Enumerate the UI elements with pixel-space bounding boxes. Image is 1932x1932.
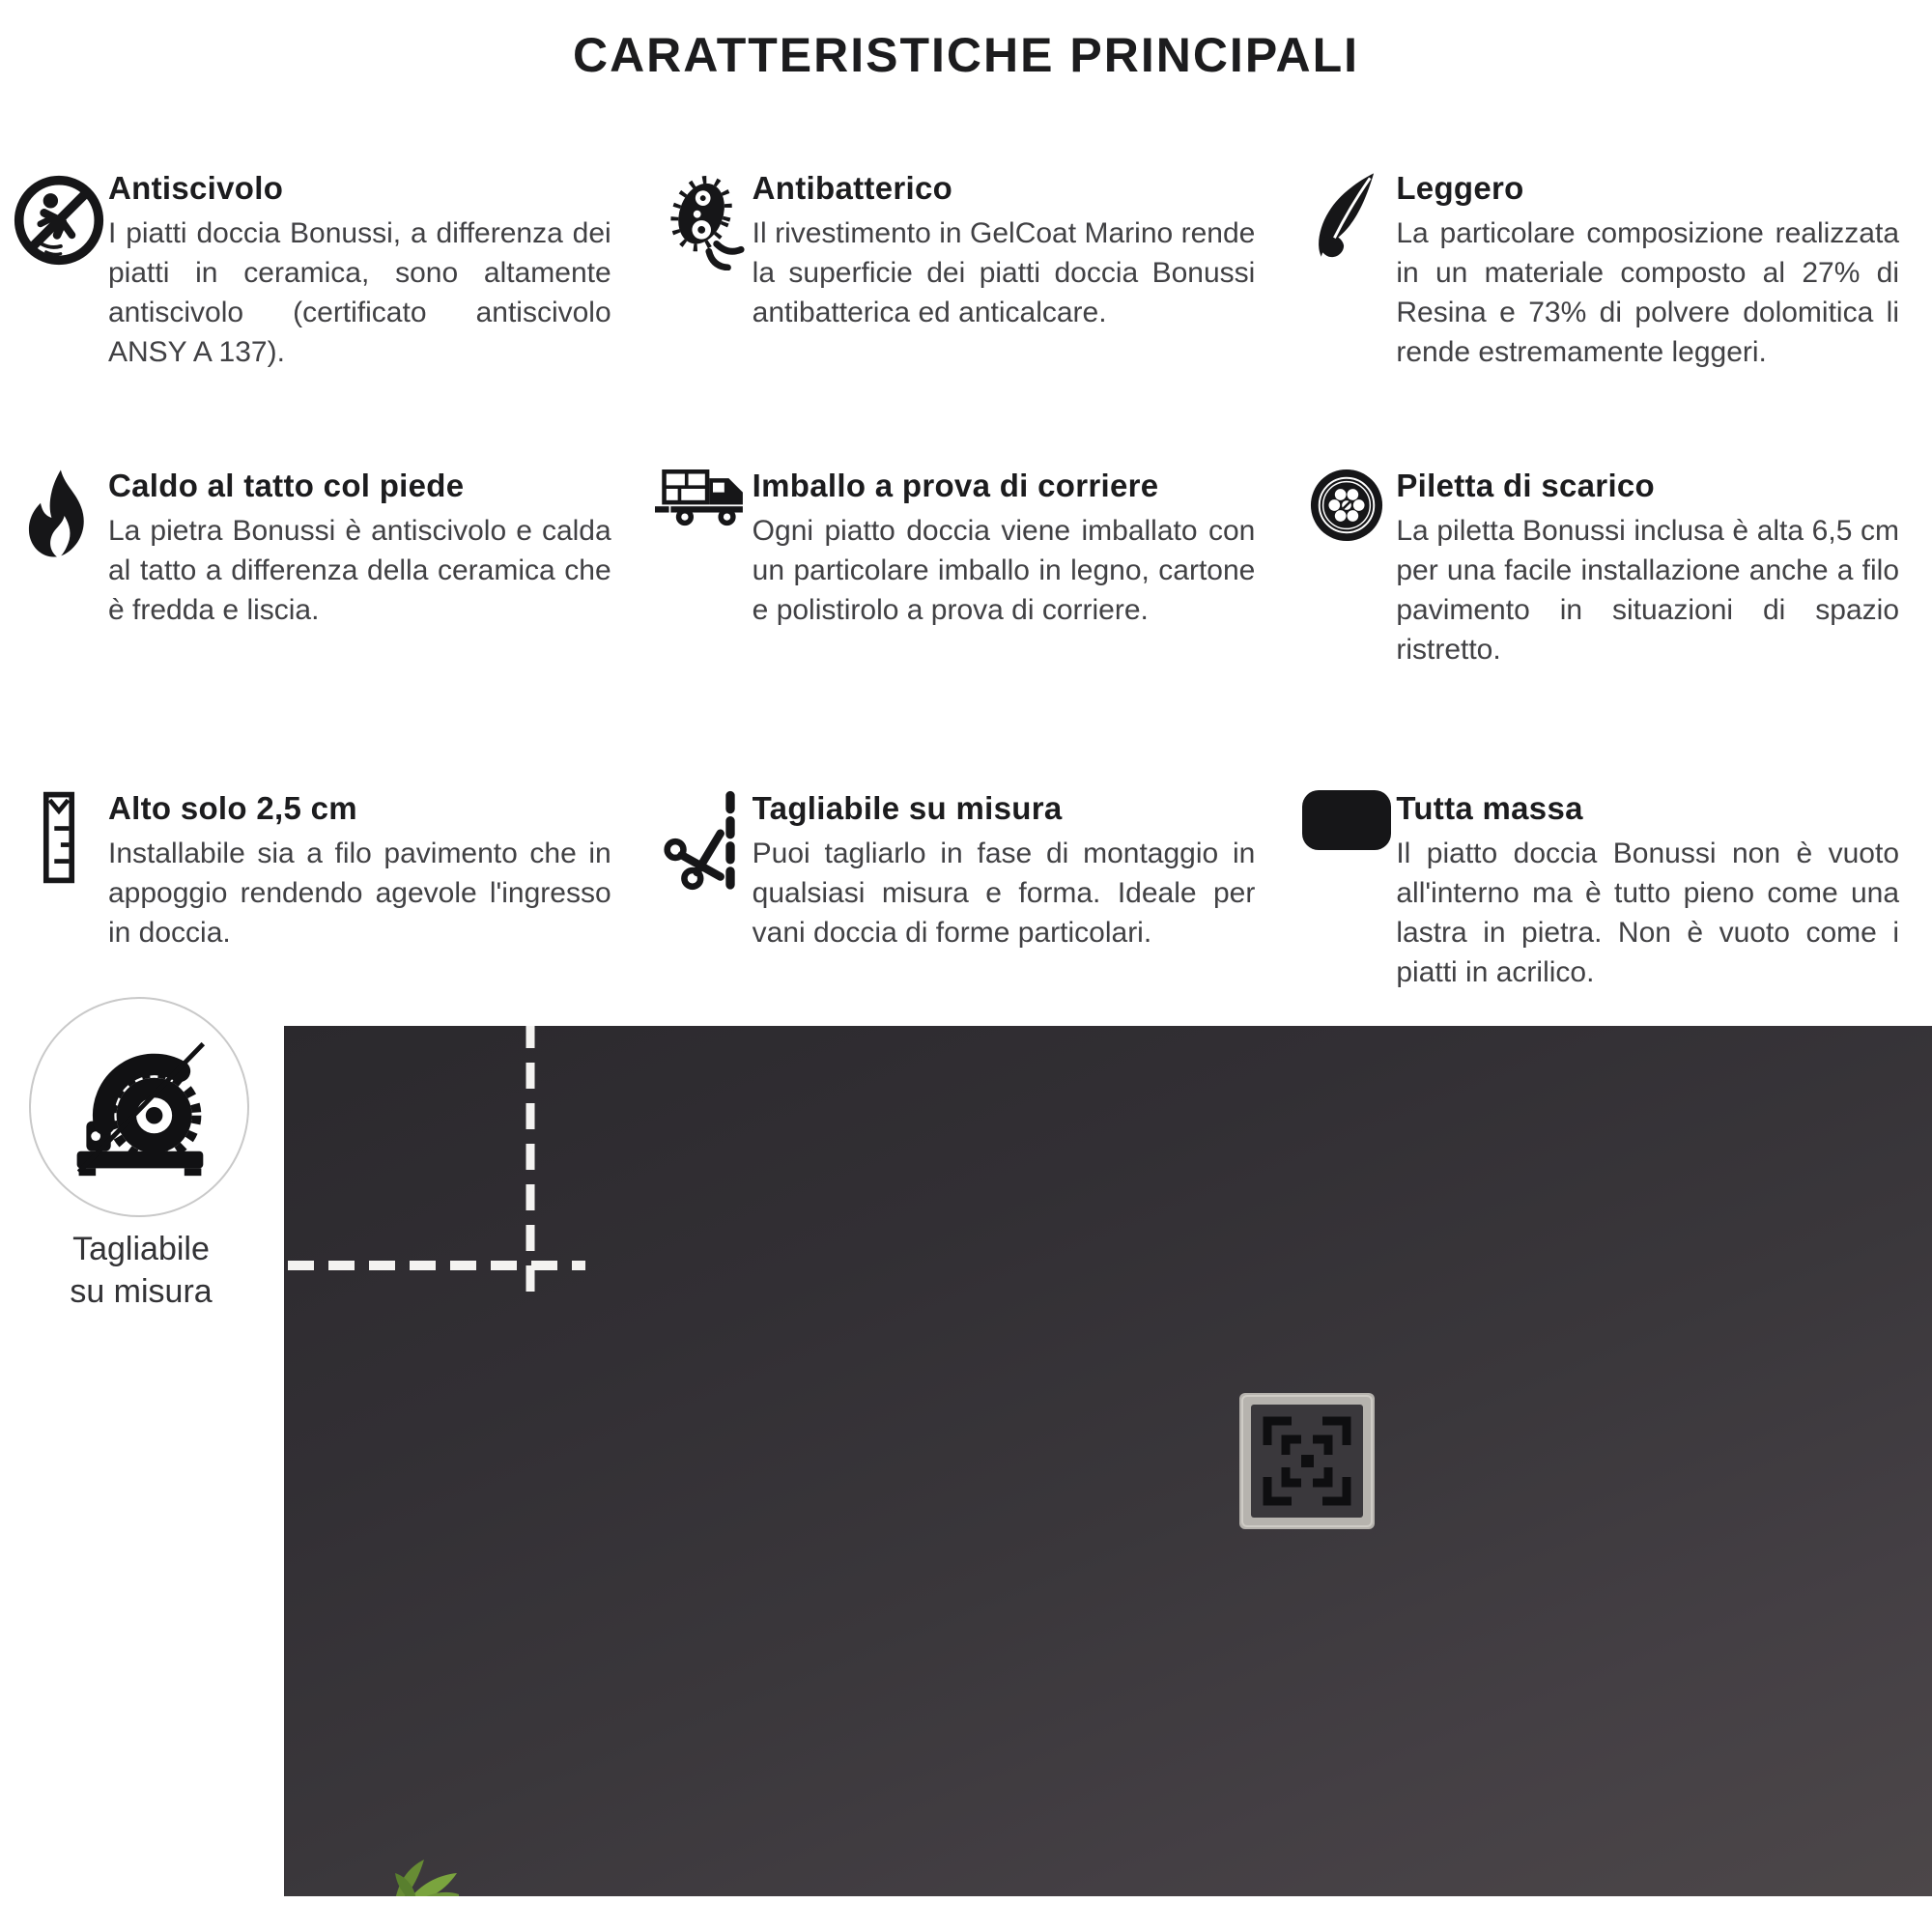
feature-title: Caldo al tatto col piede — [108, 468, 465, 503]
drain-icon — [1297, 468, 1396, 543]
circular-saw-icon — [58, 1029, 220, 1186]
no-slip-icon — [10, 170, 108, 270]
feature-alto-25cm — [0, 784, 644, 992]
feature-piletta — [1288, 462, 1932, 669]
feature-title: Antibatterico — [752, 170, 953, 206]
flame-icon — [10, 468, 108, 564]
badge-caption — [6, 1229, 276, 1313]
features-row-2 — [0, 462, 1932, 669]
feature-title: Leggero — [1396, 170, 1524, 206]
plant-leaves — [366, 1825, 482, 1896]
feature-title: Piletta di scarico — [1396, 468, 1656, 503]
cut-guide-lines — [284, 1026, 902, 1374]
feature-antiscivolo — [0, 164, 644, 372]
feature-tutta-massa — [1288, 784, 1932, 992]
feature-body: La particolare composizione realizzata in un materiale composto al 27% di Resina e 73% di polvere dolomitica li rende estremamente leggeri. — [1396, 217, 1900, 369]
feature-title: Alto solo 2,5 cm — [108, 790, 357, 826]
feature-body: Puoi tagliarlo in fase di montaggio in qualsiasi misura e forma. Ideale per vani doccia di forme particolari. — [752, 838, 1256, 950]
page-title: CARATTERISTICHE PRINCIPALI — [572, 28, 1360, 82]
feature-body: La pietra Bonussi è antiscivolo e calda al tatto a differenza della ceramica che è fredda e liscia. — [108, 515, 611, 627]
feature-title: Tagliabile su misura — [752, 790, 1063, 826]
feature-tagliabile — [644, 784, 1289, 992]
bacteria-icon — [654, 170, 753, 270]
feature-imballo — [644, 462, 1289, 669]
features-row-3 — [0, 784, 1932, 992]
feather-icon — [1297, 170, 1396, 265]
features-row-1 — [0, 164, 1932, 372]
badge-caption-line2: su misura — [70, 1272, 213, 1310]
solid-block-icon — [1297, 790, 1396, 852]
feature-title: Antiscivolo — [108, 170, 284, 206]
feature-title: Tutta massa — [1396, 790, 1583, 826]
cut-to-size-badge — [29, 997, 249, 1217]
ruler-icon — [10, 790, 108, 885]
feature-title: Imballo a prova di corriere — [752, 468, 1159, 503]
square-drain — [1239, 1393, 1375, 1529]
shower-tray-photo — [284, 1026, 1932, 1896]
feature-body: Il piatto doccia Bonussi non è vuoto all'interno ma è tutto pieno come una lastra in pietra. Non è vuoto come i piatti in acrilico. — [1396, 838, 1900, 989]
feature-caldo-al-tatto — [0, 462, 644, 669]
feature-body: Ogni piatto doccia viene imballato con un particolare imballo in legno, cartone e polistirolo a prova di corriere. — [752, 515, 1256, 627]
feature-body: Installabile sia a filo pavimento che in appoggio rendendo agevole l'ingresso in doccia. — [108, 838, 611, 950]
delivery-truck-icon — [654, 468, 753, 529]
feature-body: La piletta Bonussi inclusa è alta 6,5 cm per una facile installazione anche a filo pavimento in situazioni di spazio ristretto. — [1396, 515, 1900, 667]
feature-leggero — [1288, 164, 1932, 372]
feature-body: I piatti doccia Bonussi, a differenza dei piatti in ceramica, sono altamente antiscivolo (certificato antiscivolo ANSY A 137). — [108, 217, 611, 369]
feature-antibatterico — [644, 164, 1289, 372]
badge-caption-line1: Tagliabile — [72, 1231, 210, 1267]
feature-body: Il rivestimento in GelCoat Marino rende la superficie dei piatti doccia Bonussi antibatterica ed anticalcare. — [752, 217, 1256, 329]
scissors-icon — [654, 790, 753, 896]
